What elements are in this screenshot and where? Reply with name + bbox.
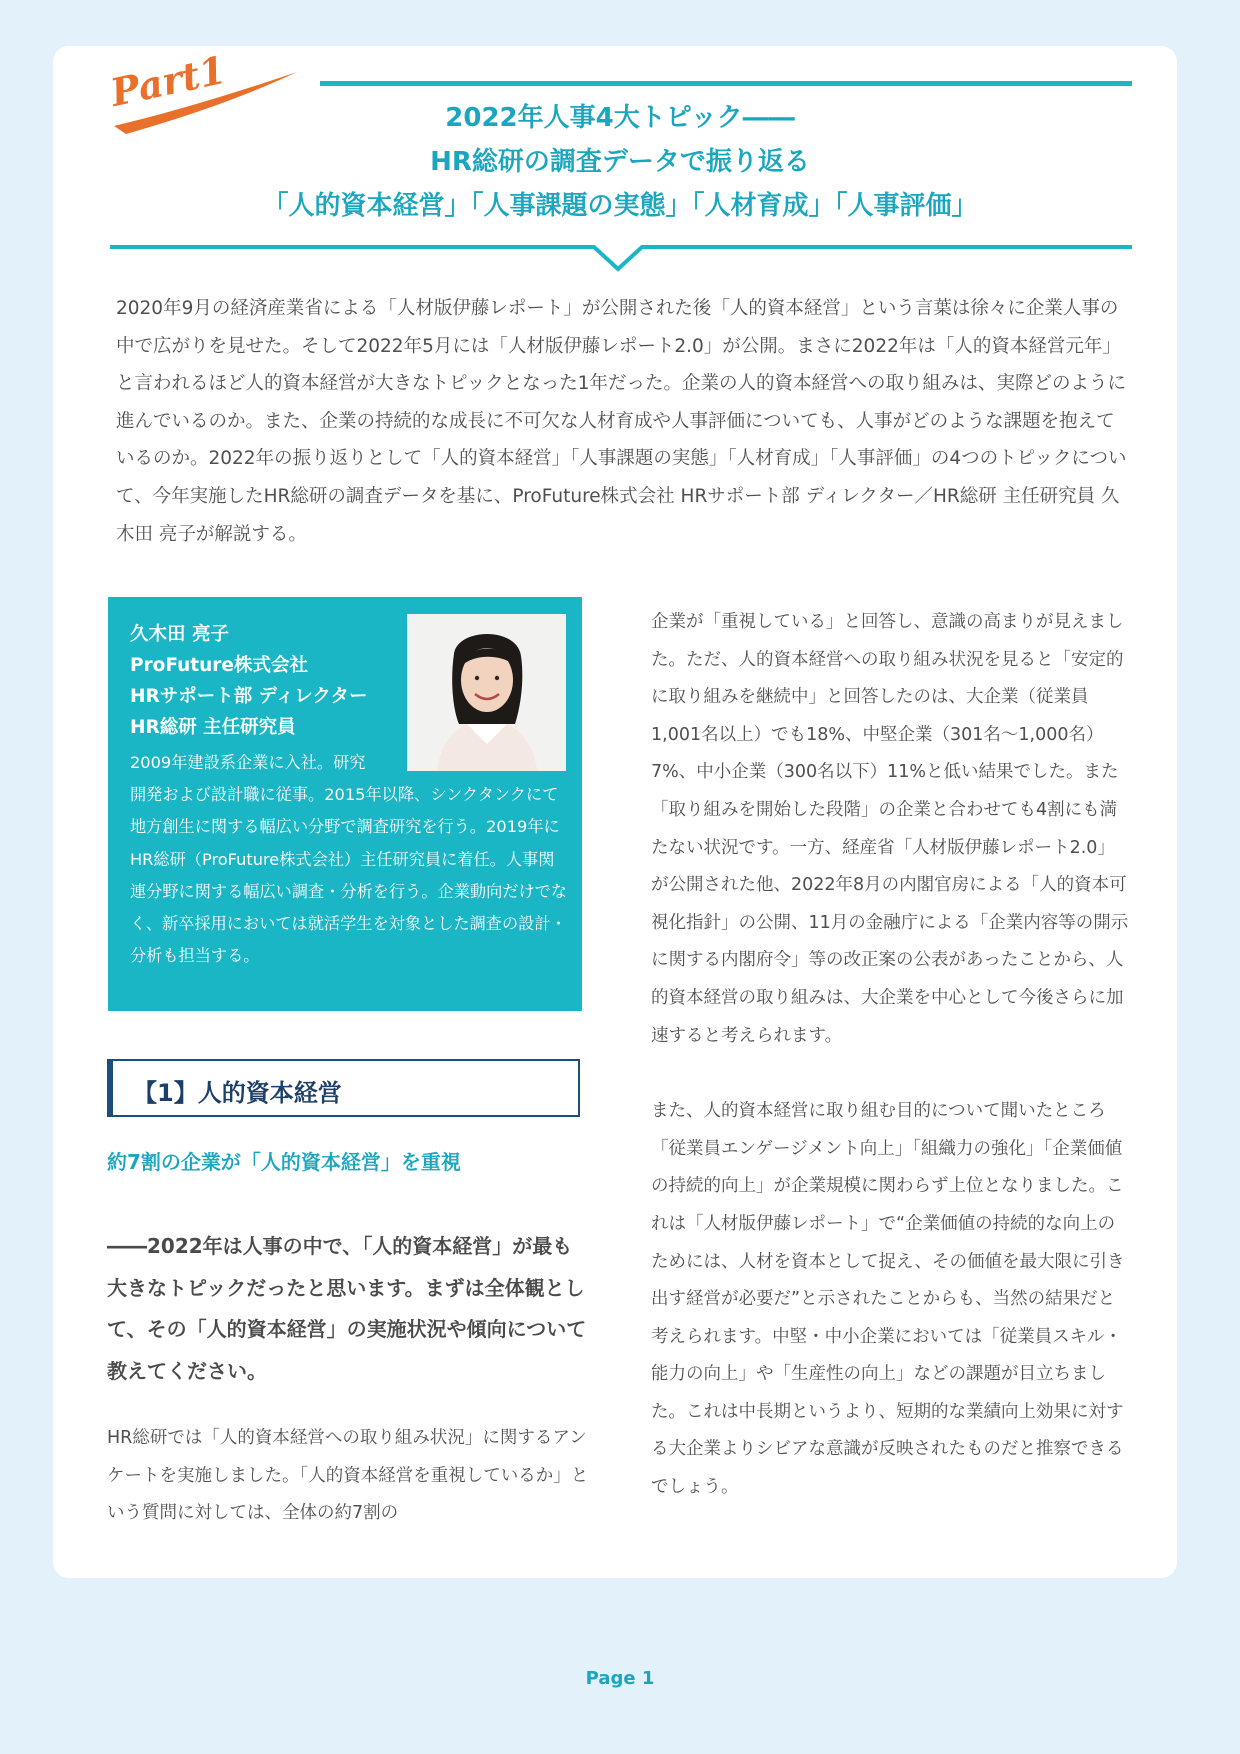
author-name: 久木田 亮子 [130,624,229,645]
section-subheading: 約7割の企業が「人的資本経営」を重視 [107,1150,461,1174]
title-line: 2022年人事4大トピック―― [445,103,795,133]
body-right-paragraph: また、人的資本経営に取り組む目的について聞いたところ「従業員エンゲージメント向上」「組織力の強化」「企業価値の持続的向上」が企業規模に関わらず上位となりました。これは「人材版伊藤レポート」で“企業価値の持続的な向上のためには、人材を資本として捉え、その価値を最大限に引き出す経営が必要だ”と示されたことからも、当然の結果だと考えられます。中堅・中小企業においては「従業員スキル・能力の向上」や「生産性の向上」などの課題が目立ちました。これは中長期というより、短期的な業績向上効果に対する大企業よりシビアな意識が反映されたものだと推察できるでしょう。 [651,1101,1125,1498]
body-left: HR総研では「人的資本経営への取り組み状況」に関するアンケートを実施しました。「人的資本経営を重視しているか」という質問に対しては、全体の約7割の [107,1428,589,1523]
author-company: ProFuture株式会社 [130,655,308,676]
interview-question: ――2022年は人事の中で、「人的資本経営」が最も大きなトピックだったと思います。まずは全体観として、その「人的資本経営」の実施状況や傾向について教えてください。 [107,1234,587,1383]
page-number: Page 1 [585,1668,655,1689]
section-heading-box [107,1059,580,1117]
page-title [110,96,1130,228]
section-heading: 【1】人的資本経営 [133,1079,342,1107]
author-role: HR総研 主任研究員 [130,717,296,738]
title-line: 「人的資本経営」「人事課題の実態」「人材育成」「人事評価」 [262,191,978,221]
title-line: HR総研の調査データで振り返る [430,147,810,177]
body-right-column [651,604,1131,1507]
author-bio-rest: 開発および設計職に従事。2015年以降、シンクタンクにて地方創生に関する幅広い分野で調査研究を行う。2019年にHR総研（ProFuture株式会社）主任研究員に着任。人事関連分野に関する幅広い調査・分析を行う。企業動向だけでなく、新卒採用においては就活学生を対象とした調査の設計・分析も担当する。 [130,785,568,966]
author-bio-text [130,747,570,972]
title-rule-bottom [110,245,1132,275]
author-heading [130,619,367,743]
body-right-paragraph: 企業が「重視している」と回答し、意識の高まりが見えました。ただ、人的資本経営への取り組み状況を見ると「安定的に取り組みを継続中」と回答したのは、大企業（従業員1,001名以上）でも18%、中堅企業（301名～1,000名）7%、中小企業（300名以下）11%と低い結果でした。また「取り組みを開始した段階」の企業と合わせても4割にも満たない状況です。一方、経産省「人材版伊藤レポート2.0」が公開された他、2022年8月の内閣官房による「人的資本可視化指針」の公開、11月の金融庁による「企業内容等の開示に関する内閣府令」等の改正案の公表があったことから、人的資本経営の取り組みは、大企業を中心として今後さらに加速すると考えられます。 [651,612,1129,1046]
intro-paragraph: 2020年9月の経済産業省による「人材版伊藤レポート」が公開された後「人的資本経営」という言葉は徐々に企業人事の中で広がりを見せた。そして2022年5月には「人材版伊藤レポート2.0」が公開。まさに2022年は「人的資本経営元年」と言われるほど人的資本経営が大きなトピックとなった1年だった。企業の人的資本経営への取り組みは、実際どのように進んでいるのか。また、企業の持続的な成長に不可欠な人材育成や人事評価についても、人事がどのような課題を抱えているのか。2022年の振り返りとして「人的資本経営」「人事課題の実態」「人材育成」「人事評価」の4つのトピックについて、今年実施したHR総研の調査データを基に、ProFuture株式会社 HRサポート部 ディレクター／HR総研 主任研究員 久木田 亮子が解説する。 [116,298,1127,545]
title-rule-top [320,81,1132,86]
author-dept: HRサポート部 ディレクター [130,686,368,707]
author-bio-first-line: 2009年建設系企業に入社。研究 [130,753,366,772]
author-bio-box [108,597,582,1011]
part-label: Part1 [106,46,230,115]
